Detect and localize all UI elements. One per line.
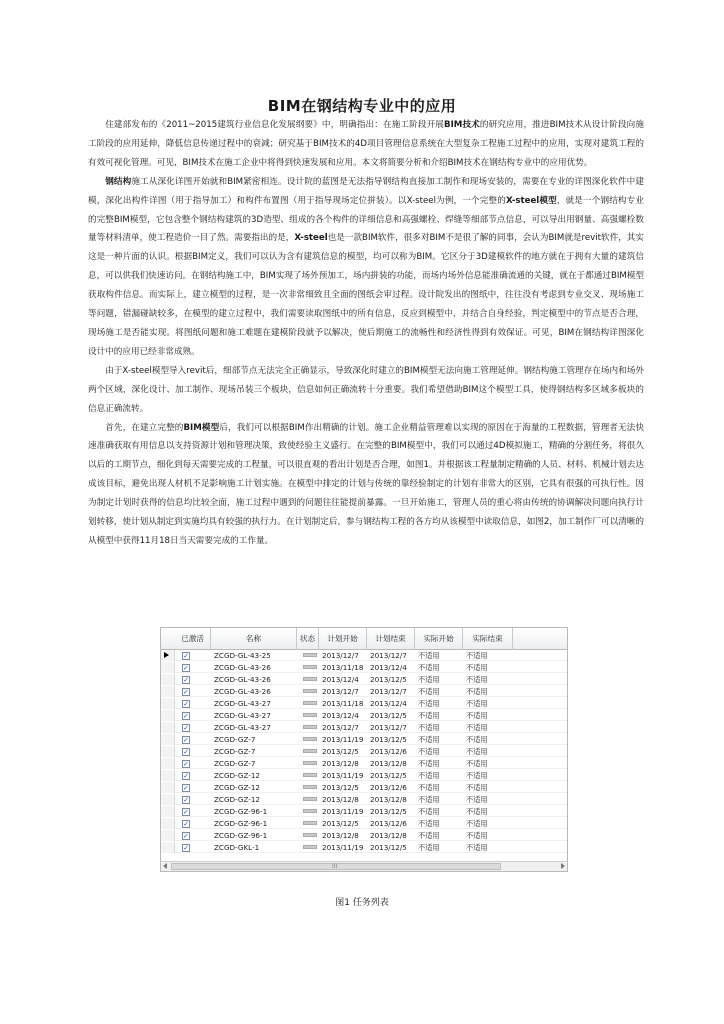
scroll-left-icon[interactable] (163, 863, 167, 869)
planned-start-cell: 2013/12/7 (322, 687, 359, 696)
activated-checkbox[interactable]: ✓ (183, 735, 189, 744)
planned-end-cell: 2013/12/8 (370, 831, 407, 840)
actual-end-cell: 不适用 (466, 843, 488, 852)
actual-start-cell: 不适用 (418, 783, 440, 792)
planned-end-cell: 2013/12/5 (370, 711, 407, 720)
actual-end-cell: 不适用 (466, 663, 488, 672)
column-header[interactable]: 实际开始 (415, 628, 463, 650)
bold-term: X-steel模型 (505, 195, 557, 206)
scroll-thumb[interactable] (171, 863, 501, 870)
task-name-cell: ZCGD-GZ-12 (214, 771, 261, 780)
actual-end-cell: 不适用 (466, 699, 488, 708)
planned-start-cell: 2013/12/8 (322, 795, 359, 804)
status-bar-icon (303, 665, 317, 669)
row-selector[interactable] (161, 686, 175, 697)
table-row[interactable] (161, 758, 567, 769)
planned-end-cell: 2013/12/5 (370, 771, 407, 780)
planned-start-cell: 2013/12/7 (322, 723, 359, 732)
status-cell (297, 650, 319, 661)
status-cell (297, 686, 319, 697)
actual-start-cell: 不适用 (418, 759, 440, 768)
planned-start-cell: 2013/11/19 (322, 807, 364, 816)
row-selector[interactable] (161, 734, 175, 745)
row-selector[interactable] (161, 662, 175, 673)
status-bar-icon (303, 845, 317, 849)
bold-term: BIM模型 (183, 422, 220, 433)
row-selector[interactable] (161, 770, 175, 781)
actual-start-cell: 不适用 (418, 831, 440, 840)
actual-start-cell: 不适用 (418, 663, 440, 672)
scroll-grip: III (332, 863, 338, 870)
activated-checkbox[interactable]: ✓ (183, 723, 189, 732)
planned-end-cell: 2013/12/4 (370, 699, 407, 708)
actual-start-cell: 不适用 (418, 711, 440, 720)
table-row[interactable] (161, 674, 567, 685)
activated-checkbox[interactable]: ✓ (183, 651, 189, 660)
table-row[interactable] (161, 746, 567, 757)
row-selector[interactable] (161, 698, 175, 709)
status-cell (297, 782, 319, 793)
status-bar-icon (303, 809, 317, 813)
status-cell (297, 722, 319, 733)
planned-start-cell: 2013/11/19 (322, 735, 364, 744)
activated-checkbox[interactable]: ✓ (183, 795, 189, 804)
table-row[interactable] (161, 806, 567, 817)
table-row[interactable] (161, 722, 567, 733)
task-name-cell: ZCGD-GL-43-26 (214, 675, 271, 684)
task-name-cell: ZCGD-GZ-96-1 (214, 819, 268, 828)
column-header[interactable]: 计划结束 (367, 628, 415, 650)
actual-end-cell: 不适用 (466, 735, 488, 744)
row-selector[interactable] (161, 710, 175, 721)
planned-start-cell: 2013/12/8 (322, 759, 359, 768)
table-row[interactable] (161, 662, 567, 673)
row-selector[interactable] (161, 674, 175, 685)
status-cell (297, 734, 319, 745)
activated-checkbox[interactable]: ✓ (183, 711, 189, 720)
planned-start-cell: 2013/11/19 (322, 843, 364, 852)
planned-start-cell: 2013/12/5 (322, 747, 359, 756)
status-cell (297, 746, 319, 757)
document-title: BIM在钢结构专业中的应用 (267, 97, 457, 115)
planned-end-cell: 2013/12/4 (370, 663, 407, 672)
task-name-cell: ZCGD-GZ-12 (214, 783, 261, 792)
actual-end-cell: 不适用 (466, 819, 488, 828)
paragraph (88, 173, 644, 362)
planned-end-cell: 2013/12/5 (370, 735, 407, 744)
activated-checkbox[interactable]: ✓ (183, 807, 189, 816)
status-bar-icon (303, 653, 317, 657)
status-bar-icon (303, 749, 317, 753)
text-span: ，就是一个钢结构专业的完整BIM模型，它包含整个钢结构建筑的3D造型、组成的各个构件的详细信息和高强螺栓、焊缝等细部节点信息，可以导出用钢量、高强螺栓数量等材料清单，使工程造价一目了然。需要指出的是， (88, 195, 644, 244)
planned-start-cell: 2013/12/4 (322, 675, 359, 684)
activated-checkbox[interactable]: ✓ (183, 819, 189, 828)
table-row[interactable] (161, 842, 567, 853)
actual-end-cell: 不适用 (466, 723, 488, 732)
actual-end-cell: 不适用 (466, 807, 488, 816)
row-selector[interactable] (161, 746, 175, 757)
activated-checkbox[interactable]: ✓ (183, 759, 189, 768)
status-cell (297, 674, 319, 685)
planned-end-cell: 2013/12/6 (370, 783, 407, 792)
activated-checkbox[interactable]: ✓ (183, 771, 189, 780)
paragraph (88, 419, 644, 551)
planned-end-cell: 2013/12/5 (370, 843, 407, 852)
status-bar-icon (303, 797, 317, 801)
task-name-cell: ZCGD-GL-43-25 (214, 651, 271, 660)
status-bar-icon (303, 785, 317, 789)
text-span: 施工从深化详图开始就和BIM紧密相连。设计院的蓝图是无法指导钢结构直接加工制作和现场安装的，需要在专业的详图深化软件中建模，深化出构件详图（用于指导加工）和构件布置图（用于指导现场定位拼装）。以X-steel为例，一个完整的 (88, 176, 644, 206)
status-bar-icon (303, 773, 317, 777)
column-header[interactable]: 已激活 (175, 628, 211, 650)
actual-start-cell: 不适用 (418, 747, 440, 756)
status-cell (297, 758, 319, 769)
table-row[interactable] (161, 770, 567, 781)
table-row[interactable] (161, 782, 567, 793)
planned-end-cell: 2013/12/5 (370, 807, 407, 816)
text-span: 后，我们可以根据BIM作出精确的计划。施工企业精益管理难以实现的原因在于海量的工程数据，管理者无法快速准确获取有用信息以支持资源计划和管理决策，致使经验主义盛行。在完整的BIM模型中，我们可以通过4D模拟施工，精确的分割任务，将很久以后的工期节点，细化到每天需要完成的工程量，可以很直观的看出计划是否合理，如图1。并根据该工程量制定精确的人员、材料、机械计划去达成该目标，避免出现人材机不足影响施工计划实施。在模型中排定的计划与传统的靠经验制定的计划有非常大的区别，它具有很强的可执行性。因为制定计划时获得的信息均比较全面，施工过程中遇到的问题往往能提前暴露。一旦开始施工，管理人员的重心将由传统的协调解决问题向执行计划转移，使计划从制定到实施均具有较强的执行力。在计划制定后，参与钢结构工程的各方均从该模型中读取信息，如图2，加工制作厂可以清晰的从模型中获得11月18日当天需要完成的工作量。 (88, 422, 644, 546)
row-selector[interactable] (161, 830, 175, 841)
planned-end-cell: 2013/12/6 (370, 747, 407, 756)
task-name-cell: ZCGD-GZ-7 (214, 759, 256, 768)
actual-end-cell: 不适用 (466, 687, 488, 696)
activated-checkbox[interactable]: ✓ (183, 675, 189, 684)
row-selector[interactable] (161, 794, 175, 805)
planned-end-cell: 2013/12/8 (370, 759, 407, 768)
task-name-cell: ZCGD-GL-43-26 (214, 663, 271, 672)
table-row[interactable] (161, 794, 567, 805)
row-selector[interactable] (161, 650, 175, 661)
text-span: 由于X-steel模型导入revit后，细部节点无法完全正确显示，导致深化时建立的BIM模型无法向施工管理延伸。钢结构施工管理存在场内和场外两个区域，深化设计、加工制作、现场吊装三个板块，信息如何正确流转十分重要。我们希望借助BIM这个模型工具，使得钢结构多区域多板块的信息正确流转。 (88, 365, 644, 414)
actual-start-cell: 不适用 (418, 651, 440, 660)
planned-start-cell: 2013/12/4 (322, 711, 359, 720)
task-list-figure (160, 627, 568, 872)
row-selector[interactable] (161, 842, 175, 853)
task-name-cell: ZCGD-GL-43-27 (214, 699, 271, 708)
actual-start-cell: 不适用 (418, 771, 440, 780)
status-cell (297, 698, 319, 709)
actual-start-cell: 不适用 (418, 807, 440, 816)
table-row[interactable] (161, 818, 567, 829)
actual-end-cell: 不适用 (466, 831, 488, 840)
task-name-cell: ZCGD-GZ-7 (214, 735, 256, 744)
actual-start-cell: 不适用 (418, 735, 440, 744)
planned-end-cell: 2013/12/7 (370, 723, 407, 732)
actual-start-cell: 不适用 (418, 843, 440, 852)
row-selector[interactable] (161, 782, 175, 793)
task-name-cell: ZCGD-GZ-7 (214, 747, 256, 756)
planned-end-cell: 2013/12/7 (370, 687, 407, 696)
status-cell (297, 794, 319, 805)
horizontal-scrollbar[interactable] (161, 861, 567, 871)
article-body (88, 116, 644, 551)
bold-term: BIM技术 (444, 120, 480, 130)
row-selector[interactable] (161, 806, 175, 817)
planned-end-cell: 2013/12/6 (370, 819, 407, 828)
planned-start-cell: 2013/12/7 (322, 651, 359, 660)
status-cell (297, 842, 319, 853)
planned-start-cell: 2013/11/19 (322, 771, 364, 780)
status-bar-icon (303, 761, 317, 765)
task-name-cell: ZCGD-GL-43-26 (214, 687, 271, 696)
task-name-cell: ZCGD-GZ-96-1 (214, 831, 268, 840)
actual-end-cell: 不适用 (466, 711, 488, 720)
status-cell (297, 818, 319, 829)
planned-start-cell: 2013/12/5 (322, 783, 359, 792)
task-table-body (161, 650, 567, 861)
text-span: 的研究应用，推进BIM技术从设计阶段向施工阶段的应用延伸，降低信息传递过程中的衰减；研究基于BIM技术的4D项目管理信息系统在大型复杂工程施工过程中的应用，实现对建筑工程的有效可视化管理。可见，BIM技术在施工企业中将得到快速发展和应用。本文将简要分析和介绍BIM技术在钢结构专业中的应用优势。 (88, 120, 644, 168)
task-table-header (161, 628, 567, 650)
task-name-cell: ZCGD-GZ-12 (214, 795, 261, 804)
activated-checkbox[interactable]: ✓ (183, 831, 189, 840)
text-span: 也是一款BIM软件，很多对BIM不是很了解的同事，会认为BIM就是revit软件，其实这是一种片面的认识。根据BIM定义，我们可以认为含有建筑信息的模型，均可以称为BIM。它区分于3D建模软件的地方就在于拥有大量的建筑信息，可以供我们快速访问。在钢结构施工中，BIM实现了场外预加工，场内拼装的功能，而场内场外信息能准确流通的关键，就在于都通过BIM模型获取构件信息。而实际上，建立模型的过程，是一次非常细致且全面的图纸会审过程。设计院发出的图纸中，往往没有考虑到专业交叉、现场施工等问题，错漏碰缺较多，在模型的建立过程中，我们需要读取图纸中的所有信息，反应到模型中，并结合自身经验，判定模型中的节点是否合理，现场施工是否能实现。将图纸问题和施工难题在建模阶段就予以解决，使后期施工的流畅性和经济性得到有效保证。可见，BIM在钢结构详图深化设计中的应用已经非常成熟。 (88, 233, 644, 357)
actual-end-cell: 不适用 (466, 771, 488, 780)
status-bar-icon (303, 689, 317, 693)
table-row[interactable] (161, 650, 567, 661)
activated-checkbox[interactable]: ✓ (183, 699, 189, 708)
paragraph (88, 116, 644, 173)
task-name-cell: ZCGD-GZ-96-1 (214, 807, 268, 816)
planned-start-cell: 2013/11/18 (322, 699, 364, 708)
planned-start-cell: 2013/12/5 (322, 819, 359, 828)
actual-end-cell: 不适用 (466, 675, 488, 684)
status-cell (297, 662, 319, 673)
task-name-cell: ZCGD-GL-43-27 (214, 723, 271, 732)
status-bar-icon (303, 701, 317, 705)
status-cell (297, 806, 319, 817)
text-span: 首先，在建立完整的 (105, 422, 184, 433)
bold-term: X-steel (294, 233, 328, 244)
activated-checkbox[interactable]: ✓ (183, 687, 189, 696)
current-row-arrow-icon (164, 652, 169, 658)
activated-checkbox[interactable]: ✓ (183, 783, 189, 792)
row-selector[interactable] (161, 758, 175, 769)
status-bar-icon (303, 737, 317, 741)
text-span: 住建部发布的《2011~2015建筑行业信息化发展纲要》中，明确指出：在施工阶段开展 (105, 120, 445, 130)
actual-end-cell: 不适用 (466, 795, 488, 804)
activated-checkbox[interactable]: ✓ (183, 747, 189, 756)
status-cell (297, 830, 319, 841)
scroll-right-icon[interactable] (561, 863, 565, 869)
actual-start-cell: 不适用 (418, 819, 440, 828)
table-row[interactable] (161, 686, 567, 697)
status-bar-icon (303, 713, 317, 717)
column-header[interactable]: 实际结束 (463, 628, 513, 650)
planned-end-cell: 2013/12/7 (370, 651, 407, 660)
planned-start-cell: 2013/11/18 (322, 663, 364, 672)
actual-start-cell: 不适用 (418, 795, 440, 804)
column-header[interactable]: 状态 (297, 628, 319, 650)
planned-start-cell: 2013/12/8 (322, 831, 359, 840)
actual-end-cell: 不适用 (466, 783, 488, 792)
table-row[interactable] (161, 698, 567, 709)
planned-end-cell: 2013/12/8 (370, 795, 407, 804)
planned-end-cell: 2013/12/5 (370, 675, 407, 684)
bold-term: 钢结构 (105, 176, 132, 187)
status-cell (297, 710, 319, 721)
status-cell (297, 770, 319, 781)
status-bar-icon (303, 833, 317, 837)
paragraph (88, 362, 644, 419)
column-header[interactable]: 计划开始 (319, 628, 367, 650)
activated-checkbox[interactable]: ✓ (183, 843, 189, 852)
actual-start-cell: 不适用 (418, 699, 440, 708)
task-name-cell: ZCGD-GKL-1 (214, 843, 260, 852)
row-selector[interactable] (161, 818, 175, 829)
actual-start-cell: 不适用 (418, 675, 440, 684)
column-header[interactable]: 名称 (211, 628, 297, 650)
table-row[interactable] (161, 830, 567, 841)
actual-end-cell: 不适用 (466, 759, 488, 768)
status-bar-icon (303, 725, 317, 729)
actual-end-cell: 不适用 (466, 747, 488, 756)
actual-start-cell: 不适用 (418, 687, 440, 696)
table-row[interactable] (161, 734, 567, 745)
actual-end-cell: 不适用 (466, 651, 488, 660)
status-bar-icon (303, 677, 317, 681)
figure-caption: 图1 任务列表 (335, 898, 389, 908)
table-row[interactable] (161, 710, 567, 721)
status-bar-icon (303, 821, 317, 825)
activated-checkbox[interactable]: ✓ (183, 663, 189, 672)
actual-start-cell: 不适用 (418, 723, 440, 732)
task-name-cell: ZCGD-GL-43-27 (214, 711, 271, 720)
row-selector[interactable] (161, 722, 175, 733)
